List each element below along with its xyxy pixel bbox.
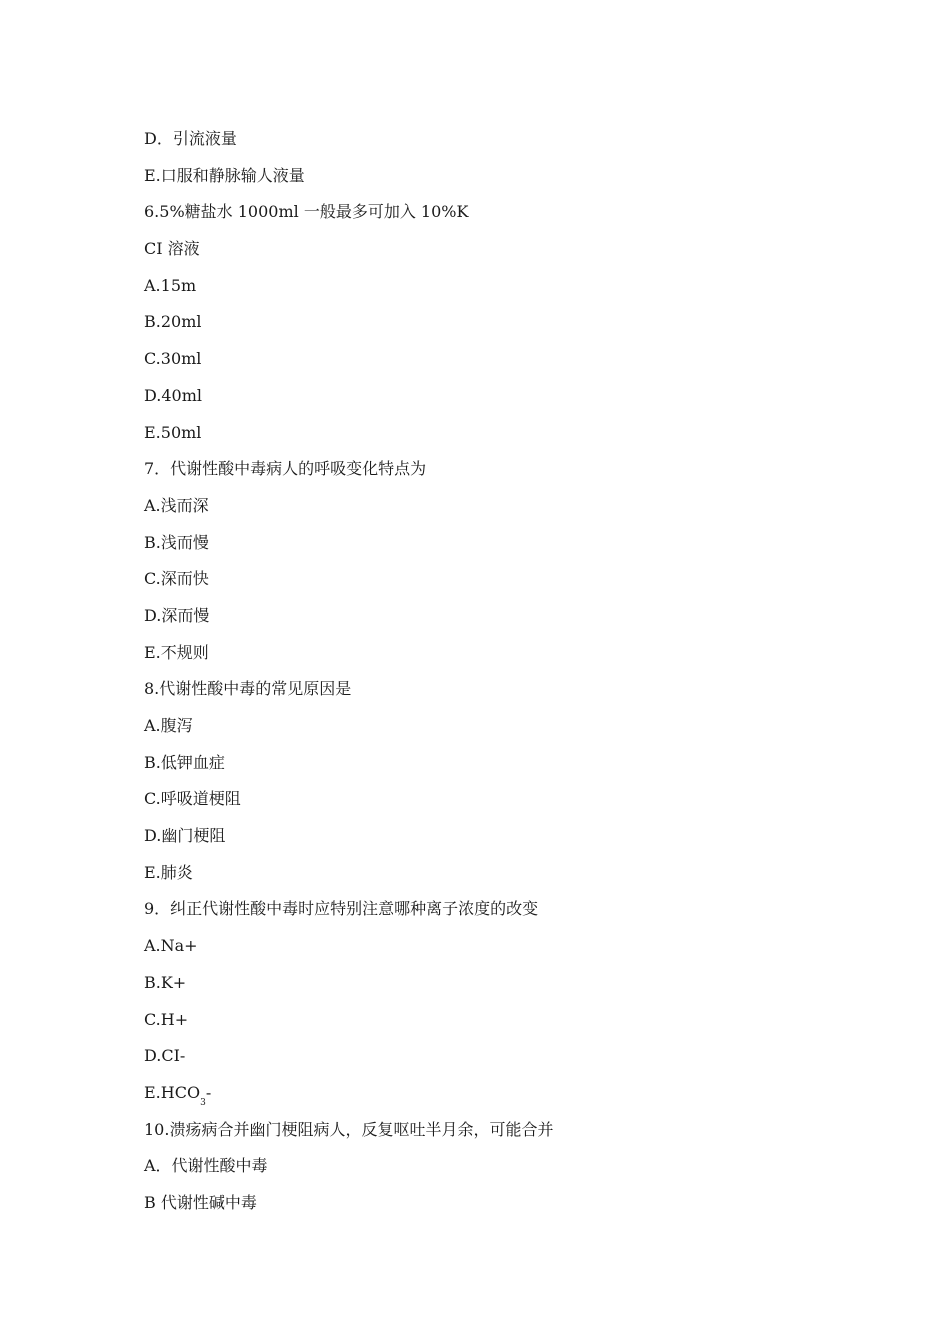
- hco3-subscript: 3: [200, 1097, 206, 1108]
- option-line: A.15m: [144, 275, 197, 295]
- hco3-suffix: -: [205, 1082, 212, 1102]
- option-line: B.低钾血症: [144, 752, 225, 772]
- text-body: [144, 127, 844, 1228]
- question-line: 8.代谢性酸中毒的常见原因是: [144, 679, 352, 699]
- option-line: D.40ml: [144, 385, 202, 405]
- option-line: D.深而慢: [144, 605, 210, 625]
- option-line: A．代谢性酸中毒: [144, 1156, 268, 1176]
- option-line: C.深而快: [144, 569, 209, 589]
- option-line: D.CI-: [144, 1046, 186, 1066]
- option-line: E.不规则: [144, 642, 209, 662]
- question-line: 9．纠正代谢性酸中毒时应特别注意哪种离子浓度的改变: [144, 899, 539, 919]
- option-line: A.腹泻: [144, 716, 193, 735]
- option-line: A.浅而深: [144, 495, 209, 515]
- text-line: CI 溶液: [144, 239, 200, 259]
- option-line: A.Na+: [144, 936, 198, 956]
- option-line: B 代谢性碱中毒: [144, 1192, 257, 1212]
- option-line: B.20ml: [144, 312, 202, 332]
- option-line: B.K+: [144, 972, 187, 992]
- question-line: 7．代谢性酸中毒病人的呼吸变化特点为: [144, 459, 427, 479]
- text-line: 6.5%糖盐水 1000ml 一般最多可加入 10%K: [144, 202, 469, 222]
- text-line: D．引流液量: [144, 129, 237, 148]
- option-line: C.H+: [144, 1009, 189, 1029]
- option-line-hco3: [144, 1081, 844, 1118]
- option-line: B.浅而慢: [144, 532, 209, 552]
- option-line: D.幽门梗阻: [144, 826, 226, 846]
- option-line: C.30ml: [144, 349, 202, 369]
- option-line: E.肺炎: [144, 862, 193, 882]
- text-line: E.口服和静脉输人液量: [144, 165, 305, 185]
- question-line: 10.溃疡病合并幽门梗阻病人，反复呕吐半月余，可能合并: [144, 1119, 554, 1139]
- option-line: C.呼吸道梗阻: [144, 789, 241, 809]
- option-line: E.50ml: [144, 422, 202, 442]
- hco3-text: E.HCO: [144, 1082, 201, 1102]
